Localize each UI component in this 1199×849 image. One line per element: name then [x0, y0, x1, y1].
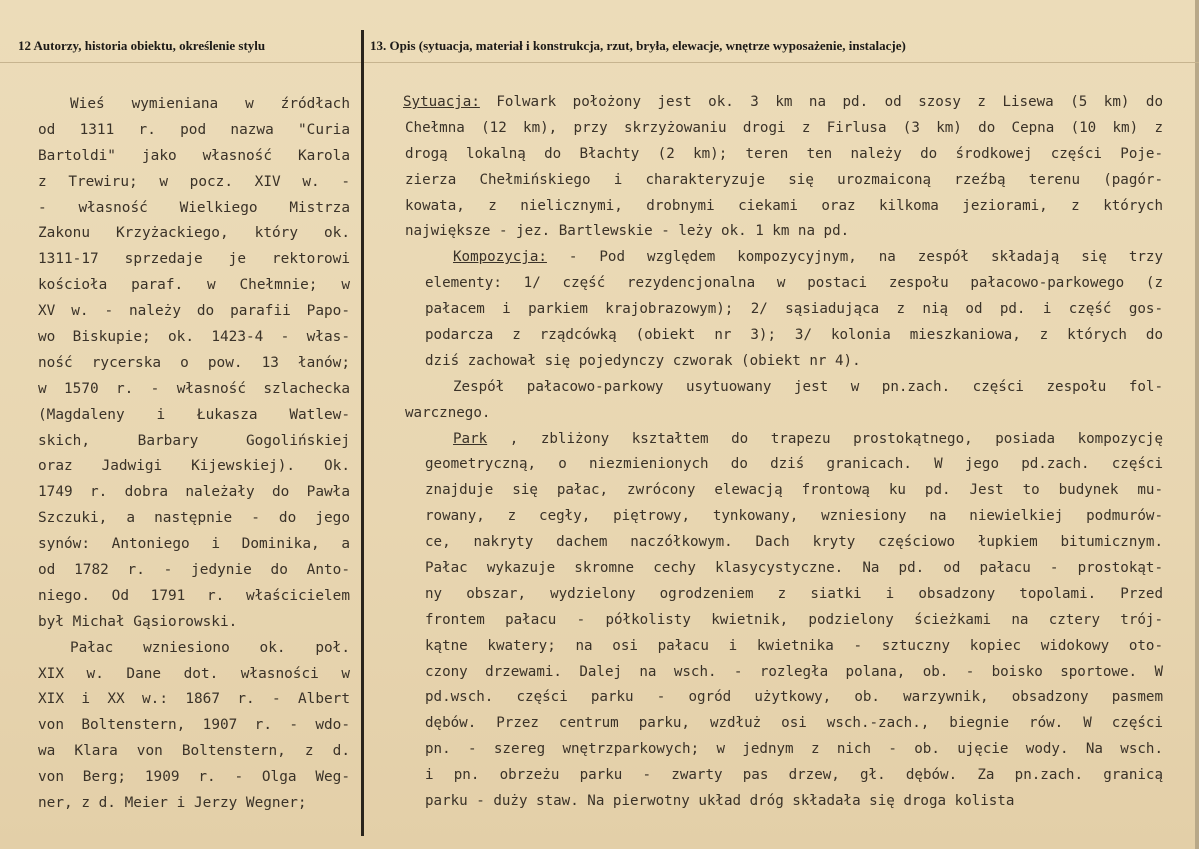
- history-line: od 1311 r. pod nazwa "Curia: [38, 121, 350, 138]
- history-line: XV w. - należy do parafii Papo-: [38, 303, 350, 320]
- text-line: Pałac wykazuje skromne cechy klasycystyczne. Na pd. od pałacu - prostokąt-: [425, 560, 1163, 577]
- text-line: pałacem i parkiem krajobrazowym); 2/ sąsiadująca z nią od pd. i część gos-: [425, 301, 1163, 318]
- text-line: elementy: 1/ część rezydencjonalna w postaci zespołu pałacowo-parkowego (z: [425, 275, 1163, 292]
- sytuacja-text: Folwark położony jest ok. 3 km na pd. od szosy z Lisewa (5 km) do: [479, 94, 1163, 110]
- text-line: podarcza z rządcówką (obiekt nr 3); 3/ kolonia mieszkaniowa, z których do: [425, 327, 1163, 344]
- kompozycja-line: [373, 245, 1163, 271]
- park-text: , zbliżony kształtem do trapezu prostokątnego, posiada kompozycję: [487, 430, 1163, 447]
- sytuacja-label: Sytuacja:: [403, 94, 480, 110]
- text-line: dębów. Przez centrum parku, wzdłuż osi wsch.-zach., biegnie rów. W części: [425, 715, 1163, 732]
- history-line: kościoła paraf. w Chełmnie; w: [38, 277, 350, 294]
- history-column: [38, 92, 350, 817]
- history-line: 1749 r. dobra należały do Pawła: [38, 484, 350, 501]
- park-body: [373, 452, 1163, 814]
- text-line: frontem pałacu - półkolisty kwietnik, podzielony ścieżkami na cztery trój-: [425, 611, 1163, 628]
- text-line: największe - jez. Bartlewskie - leży ok. 1 km na pd.: [405, 223, 850, 240]
- section-13-title: 13. Opis (sytuacja, materiał i konstrukcja, rzut, bryła, elewacje, wnętrze wyposażenie, instalacje): [370, 38, 906, 53]
- history-line: von Boltenstern, 1907 r. - wdo-: [38, 717, 350, 734]
- history-line: ność rycerska o pow. 13 łanów;: [38, 354, 350, 371]
- kompozycja-label: Kompozycja:: [453, 249, 547, 266]
- card-edge: [1195, 0, 1199, 849]
- text-line: znajduje się pałac, zwrócony elewacją frontową ku pd. Jest to budynek mu-: [425, 482, 1163, 499]
- history-line: Zakonu Krzyżackiego, który ok.: [38, 225, 350, 242]
- history-line: (Magdaleny i Łukasza Watlew-: [38, 406, 350, 423]
- history-line: od 1782 r. - jedynie do Anto-: [38, 562, 350, 579]
- park-label: Park: [453, 430, 488, 447]
- kompozycja-text: - Pod względem kompozycyjnym, na zespół składają się trzy: [546, 249, 1163, 266]
- history-line: von Berg; 1909 r. - Olga Weg-: [38, 769, 350, 786]
- zespol-paragraph: [373, 375, 1163, 427]
- text-line: pd.wsch. części parku - ogród użytkowy, ob. warzywnik, obsadzony pasmem: [425, 689, 1163, 706]
- text-line: Zespół pałacowo-parkowy usytuowany jest w pn.zach. części zespołu fol-: [453, 378, 1163, 395]
- text-line: ce, nakryty dachem naczółkowym. Dach kryty częściowo łupkiem bitumicznym.: [425, 534, 1163, 551]
- text-line: warcznego.: [405, 404, 491, 421]
- history-line: synów: Antoniego i Dominika, a: [38, 536, 350, 553]
- history-line: w 1570 r. - własność szlachecka: [38, 380, 350, 397]
- history-line: wa Klara von Boltenstern, z d.: [38, 743, 350, 760]
- column-divider: [361, 30, 364, 836]
- text-line: geometryczną, o niezmienionych do dziś granicach. W jego pd.zach. części: [425, 456, 1163, 473]
- history-line: Szczuki, a następnie - do jego: [38, 510, 350, 527]
- history-line: XIX w. Dane dot. własności w: [38, 665, 350, 682]
- history-line: niego. Od 1791 r. właścicielem: [38, 587, 350, 604]
- history-line: ner, z d. Meier i Jerzy Wegner;: [38, 795, 307, 812]
- text-line: zierza Chełmińskiego i charakteryzuje się urozmaiconą rzeźbą terenu (pagór-: [405, 171, 1163, 188]
- history-line: z Trewiru; w pocz. XIV w. -: [38, 173, 350, 190]
- history-line: - własność Wielkiego Mistrza: [38, 199, 350, 216]
- history-line: Bartoldi" jako własność Karola: [38, 147, 350, 164]
- history-line: XIX i XX w.: 1867 r. - Albert: [38, 691, 350, 708]
- text-line: i pn. obrzeżu parku - zwarty pas drzew, gł. dębów. Za pn.zach. granicą: [425, 767, 1163, 784]
- sytuacja-line: [373, 90, 1163, 116]
- history-line: oraz Jadwigi Kijewskiej). Ok.: [38, 458, 350, 475]
- text-line: pn. - szereg wnętrzparkowych; w jednym z nich - ob. ujęcie wody. Na wsch.: [425, 741, 1163, 758]
- history-line: wo Biskupie; ok. 1423-4 - włas-: [38, 329, 350, 346]
- text-line: ny obszar, wydzielony ogrodzeniem z siatki i obsadzony topolami. Przed: [425, 585, 1163, 602]
- park-line: [373, 427, 1163, 453]
- header-rule: [0, 62, 1199, 63]
- text-line: parku - duży staw. Na pierwotny układ dróg składała się droga kolista: [425, 793, 1015, 810]
- text-line: Chełmna (12 km), przy skrzyżowaniu drogi z Firlusa (3 km) do Cepna (10 km) z: [405, 119, 1163, 136]
- text-line: kątne kwatery; na osi pałacu i kwietnika - sztuczny kopiec widokowy oto-: [425, 637, 1163, 654]
- section-12-title: 12 Autorzy, historia obiektu, określenie stylu: [18, 38, 266, 53]
- text-line: rowany, z cegły, piętrowy, tynkowany, wzniesiony na niewielkiej podmurów-: [425, 508, 1163, 525]
- sytuacja-body: [373, 116, 1163, 245]
- text-line: drogą lokalną do Błachty (2 km); teren ten należy do środkowej części Poje-: [405, 145, 1163, 162]
- description-column: [373, 90, 1163, 815]
- text-line: kowata, z nielicznymi, drobnymi ciekami oraz kilkoma jeziorami, z których: [405, 197, 1163, 214]
- history-line: był Michał Gąsiorowski.: [38, 613, 238, 630]
- text-line: dziś zachował się pojedynczy czworak (obiekt nr 4).: [425, 352, 861, 369]
- history-line: Wieś wymieniana w źródłach: [70, 96, 350, 112]
- history-line: 1311-17 sprzedaje je rektorowi: [38, 251, 350, 268]
- history-line: skich, Barbary Gogolińskiej: [38, 432, 350, 449]
- kompozycja-body: [373, 271, 1163, 375]
- text-line: czony drzewami. Dalej na wsch. - rozległa polana, ob. - boisko sportowe. W: [425, 663, 1163, 680]
- history-line: Pałac wzniesiono ok. poł.: [70, 639, 350, 656]
